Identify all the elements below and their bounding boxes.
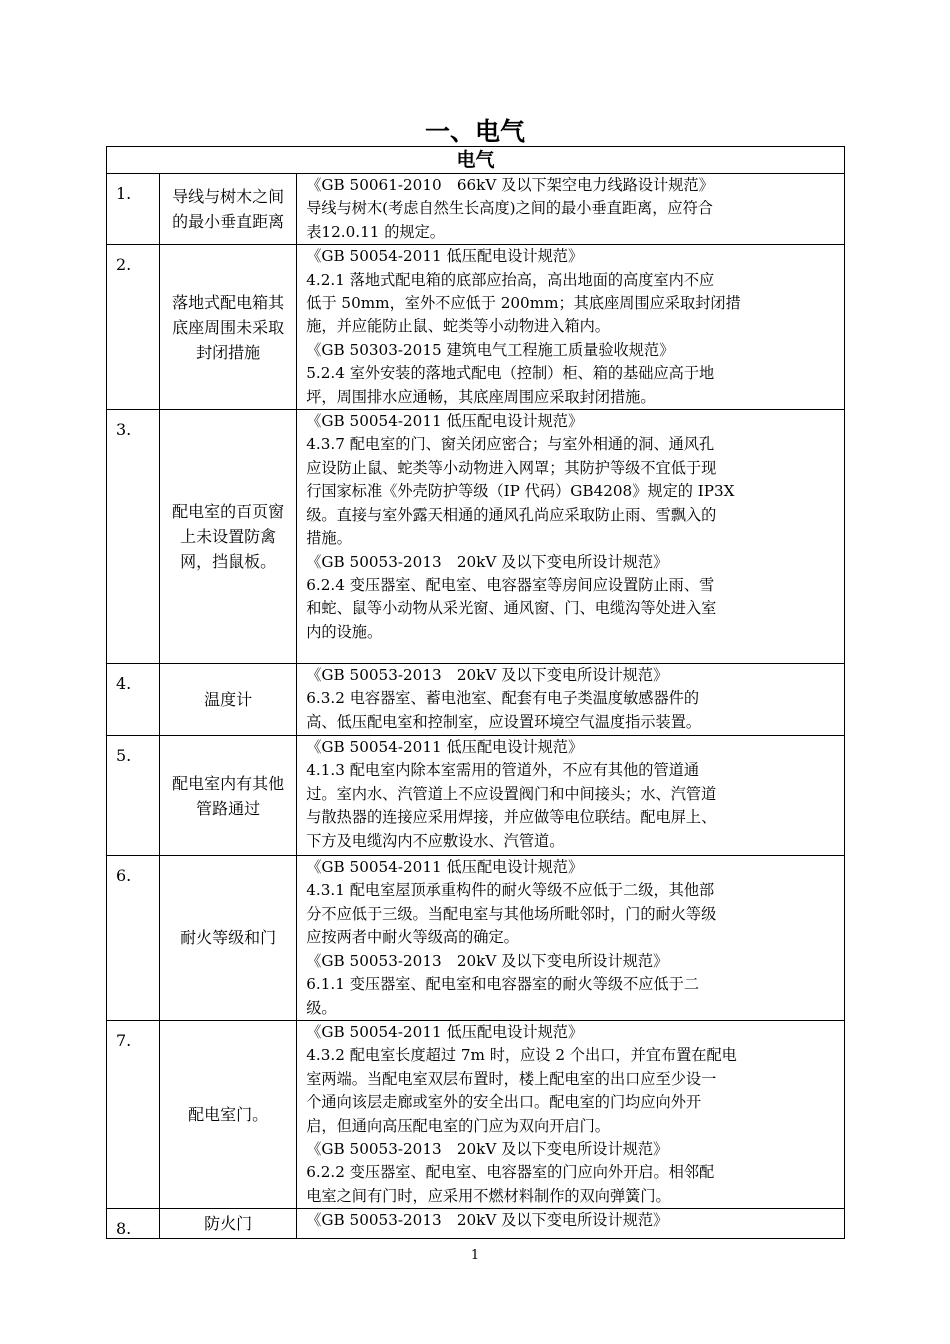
row-number: 2. xyxy=(107,245,160,410)
spec-line: 《GB 50053-2013 20kV 及以下变电所设计规范》 xyxy=(306,552,669,571)
spec-line: 应设防止鼠、蛇类等小动物进入网罩；其防护等级不宜低于现 xyxy=(306,458,717,477)
spec-line: 室两端。当配电室双层布置时，楼上配电室的出口应至少设一 xyxy=(306,1069,717,1088)
spec-line: 《GB 50054-2011 低压配电设计规范》 xyxy=(306,412,584,431)
row-spec-text xyxy=(297,245,845,410)
spec-line: 《GB 50303-2015 建筑电气工程施工质量验收规范》 xyxy=(306,340,675,359)
spec-line: 《GB 50054-2011 低压配电设计规范》 xyxy=(306,247,584,266)
spec-line: 下方及电缆沟内不应敷设水、汽管道。 xyxy=(306,831,565,850)
spec-line: 电室之间有门时，应采用不燃材料制作的双向弹簧门。 xyxy=(306,1186,671,1205)
row-item: 落地式配电箱其底座周围未采取封闭措施 xyxy=(160,245,297,410)
spec-line: 4.1.3 配电室内除本室需用的管道外，不应有其他的管道通 xyxy=(306,761,700,780)
row-item: 配电室内有其他管路通过 xyxy=(160,736,297,856)
spec-line: 和蛇、鼠等小动物从采光窗、通风窗、门、电缆沟等处进入室 xyxy=(306,599,717,618)
page-number: 1 xyxy=(470,1248,480,1263)
row-spec-text xyxy=(297,1020,845,1208)
spec-line: 施，并应能防止鼠、蛇类等小动物进入箱内。 xyxy=(306,317,610,336)
spec-line: 级。直接与室外露天相通的通风孔尚应采取防止雨、雪飘入的 xyxy=(306,505,717,524)
table-row xyxy=(107,1020,845,1208)
spec-line: 高、低压配电室和控制室，应设置环境空气温度指示装置。 xyxy=(306,712,702,731)
table-row xyxy=(107,1209,845,1239)
spec-line: 《GB 50053-2013 20kV 及以下变电所设计规范》 xyxy=(306,1211,669,1230)
spec-line: 导线与树木(考虑自然生长高度)之间的最小垂直距离，应符合 xyxy=(306,199,713,218)
table-row xyxy=(107,410,845,664)
row-number: 8. xyxy=(107,1209,160,1239)
page-title: 一、电气 xyxy=(424,117,525,146)
row-item: 配电室的百页窗上未设置防禽网，挡鼠板。 xyxy=(160,410,297,664)
row-item: 导线与树木之间的最小垂直距离 xyxy=(160,174,297,245)
table-row xyxy=(107,664,845,736)
row-spec-text xyxy=(297,174,845,245)
spec-line: 5.2.4 室外安装的落地式配电（控制）柜、箱的基础应高于地 xyxy=(306,364,715,383)
spec-line: 6.2.4 变压器室、配电室、电容器室等房间应设置防止雨、雪 xyxy=(306,575,715,594)
spec-line: 4.3.2 配电室长度超过 7m 时，应设 2 个出口，并宜布置在配电 xyxy=(306,1046,737,1065)
spec-line: 低于 50mm，室外不应低于 200mm；其底座周围应采取封闭措 xyxy=(306,294,741,313)
spec-line: 《GB 50061-2010 66kV 及以下架空电力线路设计规范》 xyxy=(306,176,714,194)
spec-line: 坪，周围排水应通畅，其底座周围应采取封闭措施。 xyxy=(306,387,656,406)
spec-table xyxy=(106,146,845,1239)
spec-line: 与散热器的连接应采用焊接，并应做等电位联结。配电屏上、 xyxy=(306,808,717,827)
spec-line: 个通向该层走廊或室外的安全出口。配电室的门均应向外开 xyxy=(306,1093,702,1112)
spec-line: 《GB 50054-2011 低压配电设计规范》 xyxy=(306,858,584,877)
spec-line: 《GB 50054-2011 低压配电设计规范》 xyxy=(306,1022,584,1041)
row-number: 5. xyxy=(107,736,160,856)
row-number: 3. xyxy=(107,410,160,664)
table-header: 电气 xyxy=(107,147,845,174)
spec-line: 行国家标准《外壳防护等级（IP 代码）GB4208》规定的 IP3X xyxy=(306,482,735,501)
row-number: 1. xyxy=(107,174,160,245)
spec-line: 分不应低于三级。当配电室与其他场所毗邻时，门的耐火等级 xyxy=(306,904,717,923)
spec-line: 措施。 xyxy=(306,529,352,548)
spec-line: 4.2.1 落地式配电箱的底部应抬高，高出地面的高度室内不应 xyxy=(306,270,715,289)
row-item: 温度计 xyxy=(160,664,297,736)
table-row xyxy=(107,245,845,410)
spec-line: 4.3.7 配电室的门、窗关闭应密合；与室外相通的洞、通风孔 xyxy=(306,435,715,454)
row-item: 防火门 xyxy=(160,1209,297,1239)
row-spec-text xyxy=(297,410,845,664)
spec-line: 应按两者中耐火等级高的确定。 xyxy=(306,928,519,947)
spec-line: 级。 xyxy=(306,998,337,1017)
row-item: 耐火等级和门 xyxy=(160,856,297,1021)
spec-line: 过。室内水、汽管道上不应设置阀门和中间接头；水、汽管道 xyxy=(306,784,717,803)
row-item: 配电室门。 xyxy=(160,1020,297,1208)
row-spec-text xyxy=(297,856,845,1021)
table-row xyxy=(107,174,845,245)
row-spec-text xyxy=(297,664,845,736)
spec-line: 表12.0.11 的规定。 xyxy=(306,222,445,241)
row-number: 6. xyxy=(107,856,160,1021)
spec-line: 6.3.2 电容器室、蓄电池室、配套有电子类温度敏感器件的 xyxy=(306,689,700,708)
spec-line: 4.3.1 配电室屋顶承重构件的耐火等级不应低于二级，其他部 xyxy=(306,881,715,900)
spec-line: 《GB 50054-2011 低压配电设计规范》 xyxy=(306,738,584,757)
spec-line: 6.2.2 变压器室、配电室、电容器室的门应向外开启。相邻配 xyxy=(306,1163,715,1182)
row-number: 7. xyxy=(107,1020,160,1208)
spec-line: 《GB 50053-2013 20kV 及以下变电所设计规范》 xyxy=(306,1139,669,1158)
table-row xyxy=(107,736,845,856)
row-number: 4. xyxy=(107,664,160,736)
spec-line: 内的设施。 xyxy=(306,622,383,641)
spec-line: 《GB 50053-2013 20kV 及以下变电所设计规范》 xyxy=(306,951,669,970)
spec-line: 《GB 50053-2013 20kV 及以下变电所设计规范》 xyxy=(306,666,669,685)
spec-line: 6.1.1 变压器室、配电室和电容器室的耐火等级不应低于二 xyxy=(306,975,700,994)
row-spec-text xyxy=(297,1209,845,1239)
table-header-row xyxy=(107,147,845,174)
table-row xyxy=(107,856,845,1021)
row-spec-text xyxy=(297,736,845,856)
spec-line: 启，但通向高压配电室的门应为双向开启门。 xyxy=(306,1116,610,1135)
